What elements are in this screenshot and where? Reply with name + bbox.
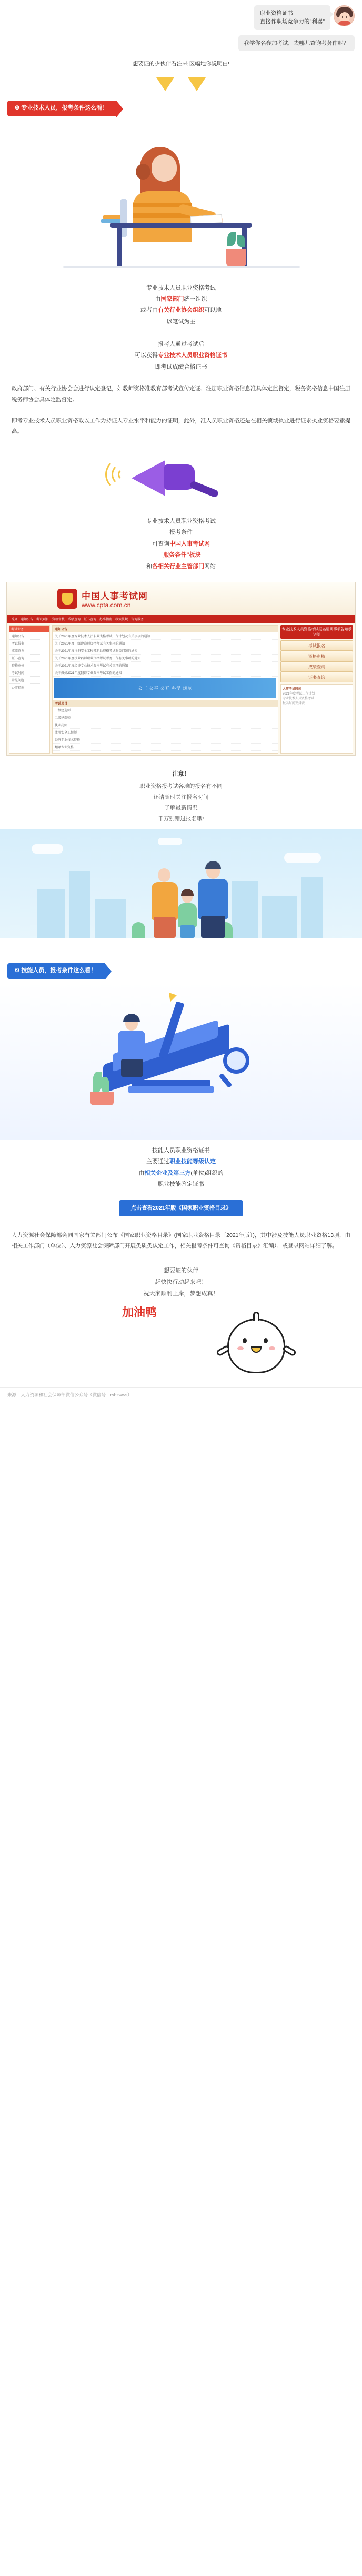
section1-text: [0, 278, 362, 379]
section1-mega-text: 可查询: [152, 540, 169, 547]
megaphone-horn-icon: [132, 460, 165, 496]
note-line: 了解最新情况: [164, 805, 198, 811]
plant-pot: [226, 249, 246, 267]
site-nav-item[interactable]: 证书查询: [84, 618, 97, 622]
duck-cheek: [237, 1346, 244, 1350]
duck-cheer-text: 加油鸭: [122, 1306, 157, 1320]
site-banner: 公正 公平 公开 科学 规范: [54, 678, 276, 698]
section1-mega-text: 中国人事考试网: [169, 540, 210, 547]
duck-eye: [264, 1338, 268, 1343]
site-title: 中国人事考试网: [82, 591, 148, 602]
avatar: [334, 5, 355, 26]
building-icon: [301, 877, 323, 940]
section2-line: [16, 1145, 346, 1156]
site-exam-link[interactable]: 执业药师: [53, 721, 278, 729]
illustration-student-desk: [0, 120, 362, 278]
person-legs: [154, 917, 176, 938]
chat-line-3b: 区幅地你说明白!: [189, 60, 230, 67]
section2-ribbon-wrap: [0, 961, 362, 982]
closing-line: 赶快快行动起来吧！: [155, 1279, 207, 1286]
section1-mega-line: [16, 539, 346, 550]
site-action-button[interactable]: 资格审核: [280, 651, 353, 661]
site-exam-link[interactable]: 二级建造师: [53, 714, 278, 721]
section2-text: (单位)组织的: [190, 1170, 224, 1176]
site-nav-item[interactable]: 办事指南: [99, 618, 113, 622]
desk: [110, 223, 252, 228]
student-bun: [136, 164, 150, 180]
duck-tuft: [253, 1312, 259, 1321]
section2-paragraph: 人力资源社会保障部会同国家有关部门公布《国家职业资格目录》(国家职业资格目录〔2021年版〕)，其中涉及技能人员职业资格13项，由相关工作部门（单位）、人力资源社会保障部门开展类质类认定工作，相关报考条件可查询《资格目录》汇编）、或登录网站详细了解。: [12, 1232, 350, 1249]
section1-text: 报考人通过考试后: [158, 341, 204, 348]
duck-cheek: [269, 1346, 275, 1350]
site-nav[interactable]: [7, 615, 355, 623]
arrow-down-icon: [156, 77, 174, 91]
site-notice-link[interactable]: 关于做好2021年度翻译专业资格考试工作的通知: [53, 669, 278, 677]
chat-line-1a: 职业资格证书: [260, 10, 294, 16]
person-head: [158, 868, 170, 882]
child-body: [178, 903, 197, 927]
site-sidebar-item[interactable]: 办事指南: [9, 684, 49, 691]
site-section-header-2: 考试项目: [53, 700, 278, 707]
site-action-button[interactable]: 考试报名: [280, 640, 353, 651]
section2-text: 技能人员职业资格证书: [152, 1147, 210, 1154]
section1-ribbon: ❶ 专业技术人员，报考条件这么看！: [7, 101, 116, 116]
section1-text: 国家部门: [160, 296, 184, 303]
building-icon: [262, 896, 297, 940]
leaf-icon: [227, 232, 236, 246]
section1-text: 或者由: [140, 307, 158, 314]
section1-mega-text: 和: [146, 563, 152, 570]
section1-text: 专业技术人员职业资格证书: [158, 352, 227, 359]
site-exam-link[interactable]: 经济专业技术资格: [53, 736, 278, 744]
section1-mega-text: 报考条件: [169, 529, 193, 536]
site-notice-link[interactable]: 关于2021年度一级建造师资格考试有关事项的通知: [53, 640, 278, 647]
duck-arm: [282, 1345, 297, 1357]
site-info-box: [280, 684, 353, 754]
site-info-item[interactable]: 报名时间安排表: [283, 702, 305, 706]
chat-row-1: [7, 5, 355, 30]
person-legs: [201, 916, 225, 938]
section1-paragraph-1: 政府部门、有关行业协会会进行认定登记，如教师资格准教育部考试宣传定证、注册职业资格信息准具体定监督定，税务资格信息中国注册税务师协会具体定监督定。: [12, 385, 350, 403]
chat-bubble-2: 我学你名参加考试，去哪儿查询考务件呢？: [238, 35, 355, 51]
pot-icon: [91, 1092, 114, 1105]
site-sidebar-item[interactable]: 通知公告: [9, 632, 49, 640]
duck-arm: [216, 1345, 231, 1357]
pencil-tip-icon: [166, 993, 177, 1003]
cloud-icon: [158, 838, 182, 845]
closing-line: 祝大家顺利上岸，梦想成真！: [143, 1291, 219, 1297]
site-notice-link[interactable]: 关于2021年度专业技术人员职业资格考试工作计划及有关事项的通知: [53, 632, 278, 640]
cloud-icon: [284, 853, 321, 863]
floor-line: [63, 266, 300, 268]
chat-row-2: [7, 35, 355, 51]
site-section-header: 通知公告: [53, 626, 278, 632]
person-hair: [123, 1014, 140, 1022]
person-body: [152, 882, 178, 920]
section2-line: [16, 1156, 346, 1167]
site-nav-item[interactable]: 资格审核: [52, 618, 65, 622]
site-nav-item[interactable]: 咨询服务: [131, 618, 144, 622]
desk-leg: [117, 228, 122, 267]
site-nav-item[interactable]: 通知公告: [21, 618, 34, 622]
section2-text: 职业技能鉴定证书: [158, 1181, 204, 1188]
site-nav-item[interactable]: 考试项目: [36, 618, 49, 622]
magnifier-icon: [223, 1047, 249, 1074]
book-icon: [132, 1080, 210, 1086]
site-info-item[interactable]: 2021年度考试工作计划: [283, 692, 315, 696]
site-exam-link[interactable]: 注册安全工程师: [53, 729, 278, 736]
site-logo-icon: [57, 589, 77, 609]
section1-mega-line: [16, 527, 346, 538]
section1-mega-text: ": [161, 552, 164, 559]
section1-text: 由: [155, 296, 161, 303]
site-header: [7, 582, 355, 615]
building-icon: [69, 871, 91, 940]
site-sidebar-item[interactable]: 证书查询: [9, 655, 49, 662]
section1-mega-line: [16, 561, 346, 572]
site-sidebar-item[interactable]: 常见问题: [9, 677, 49, 684]
site-body: [7, 623, 355, 756]
section2-text: 由: [138, 1170, 145, 1176]
site-action-button[interactable]: 证书查询: [280, 672, 353, 682]
note-title: 注意！: [172, 771, 190, 778]
note-line: 千万别错过报名哦!: [158, 815, 204, 822]
site-sidebar-item[interactable]: 成绩查询: [9, 647, 49, 655]
section1-mega-line: [16, 516, 346, 527]
site-info-item[interactable]: 专业技术人员资格考试: [283, 697, 315, 701]
arrow-group: [7, 70, 355, 96]
view-catalog-button[interactable]: 点击查看2021年版《国家职业资格目录》: [119, 1200, 243, 1216]
section2-line: [16, 1168, 346, 1179]
illustration-family-city: [0, 829, 362, 961]
section1-text: 可以获得: [135, 352, 158, 359]
student-head: [152, 154, 177, 182]
section1-text: 有关行业协会组织: [158, 307, 204, 314]
person-body: [118, 1031, 145, 1061]
site-info-box-title: 人事考试时间: [283, 688, 302, 691]
person-hair: [205, 861, 221, 869]
sound-wave-icon: [118, 469, 129, 480]
site-notice-link[interactable]: 关于2021年度注册安全工程师职业资格考试有关问题的通知: [53, 647, 278, 655]
cta-wrap: [0, 1196, 362, 1225]
site-main-column: [52, 625, 278, 754]
person-body: [198, 879, 228, 919]
section1-line: [16, 362, 346, 373]
building-icon: [37, 889, 65, 940]
section1-text: 统一组织: [184, 296, 207, 303]
site-sidebar[interactable]: [9, 625, 50, 754]
note-section: [0, 762, 362, 829]
section1-line: [16, 283, 346, 294]
illustration-skill-certificate: [0, 982, 362, 1140]
closing-section: [0, 1256, 362, 1303]
site-url: www.cpta.com.cn: [82, 601, 131, 609]
section1-text: 即考试成绩合格证书: [155, 363, 207, 370]
site-nav-item[interactable]: 成绩查询: [68, 618, 81, 622]
section1-text: 以笔试为主: [166, 318, 196, 325]
site-nav-item[interactable]: 首页: [11, 618, 18, 622]
duck-illustration-wrap: [0, 1303, 362, 1387]
chat-bubble-1: [254, 5, 330, 30]
section1-megaphone-text: [0, 511, 362, 578]
section1-mega-text: 服务各件"板块: [163, 552, 201, 559]
section2-ribbon: ❷ 技能人员，报考条件这么看！: [7, 963, 105, 979]
section1-line: [16, 316, 346, 328]
site-sidebar-label: 考试业务: [9, 626, 49, 632]
book-icon: [128, 1086, 214, 1093]
section2-text: 职业技能等级认定: [169, 1158, 216, 1165]
site-exam-link[interactable]: 翻译专业资格: [53, 744, 278, 751]
tree-icon: [132, 922, 145, 940]
site-exam-link[interactable]: 一级建造师: [53, 707, 278, 714]
note-line: 还请随时关注报名时间: [153, 794, 209, 800]
duck-beak: [251, 1346, 262, 1353]
section2-line: [16, 1179, 346, 1190]
section1-line: [16, 339, 346, 350]
chat-line-1b: 直接作职场竞争力的"利器": [260, 18, 325, 25]
section1-mega-text: 各相关行业主管部门: [152, 563, 204, 570]
section1-line: [16, 305, 346, 316]
site-action-button[interactable]: 成绩查询: [280, 661, 353, 672]
section1-paragraph-2: 即考专业技术人员职业资格取以工作为持证人专业水平和能力的证明，此外，准人员职业资格还是在相关领域执业进行证求执业资格要素提高。: [12, 418, 350, 435]
building-icon: [95, 899, 126, 940]
duck-icon: [227, 1319, 285, 1373]
child-hair: [181, 889, 194, 896]
site-sidebar-item[interactable]: 考试时间: [9, 669, 49, 677]
site-sidebar-item[interactable]: 资格审核: [9, 662, 49, 669]
book-icon: [103, 215, 121, 219]
section1-line: [16, 328, 346, 339]
ground: [0, 938, 362, 961]
closing-line: 想要证的伙伴: [164, 1267, 198, 1274]
section1-mega-line: [16, 550, 346, 561]
website-screenshot[interactable]: [6, 582, 356, 756]
section1-line: [16, 294, 346, 305]
section2-text: 主要通过: [146, 1158, 169, 1165]
section1-text: 可以地: [204, 307, 222, 314]
site-sidebar-item[interactable]: 考试报名: [9, 640, 49, 647]
footer-source: 来源：人力资源和社会保障部微信公众号（微信号：rsbzwws）: [0, 1387, 362, 1406]
megaphone-illustration: [0, 442, 362, 511]
building-icon: [232, 881, 258, 940]
child-legs: [180, 925, 195, 938]
section1-mega-text: 专业技术人员职业资格考试: [146, 518, 216, 524]
site-nav-item[interactable]: 政策法规: [115, 618, 128, 622]
site-notice-link[interactable]: 关于2021年度执业药师职业资格考试考务工作有关事项的通知: [53, 655, 278, 662]
leaf-icon: [237, 235, 245, 247]
megaphone-handle-icon: [189, 480, 219, 498]
note-line: 职业资格报考试各地的报名有不同: [139, 783, 223, 790]
section1-line: [16, 350, 346, 361]
magnifier-handle-icon: [218, 1073, 232, 1088]
arrow-down-icon: [188, 77, 206, 91]
site-right-column: [280, 625, 353, 754]
section1-mega-text: 网站: [204, 563, 216, 570]
chat-section: [0, 0, 362, 98]
person-legs: [121, 1059, 143, 1077]
section2-text: 相关企业及第三方: [144, 1170, 191, 1176]
section2-text: [0, 1140, 362, 1196]
site-notice-banner: 专业技术人员资格考试报名证明事项告知承诺制: [280, 625, 353, 639]
chat-line-3a: 想要证的少伙伴看注来: [132, 60, 188, 67]
cloud-icon: [32, 844, 63, 854]
section1-ribbon-wrap: [0, 98, 362, 120]
duck-eye: [243, 1338, 247, 1343]
section1-text: 专业技术人员职业资格考试: [146, 284, 216, 291]
site-notice-link[interactable]: 关于2021年度经济专业技术资格考试有关事项的通知: [53, 662, 278, 669]
chat-center-message: [7, 56, 355, 70]
